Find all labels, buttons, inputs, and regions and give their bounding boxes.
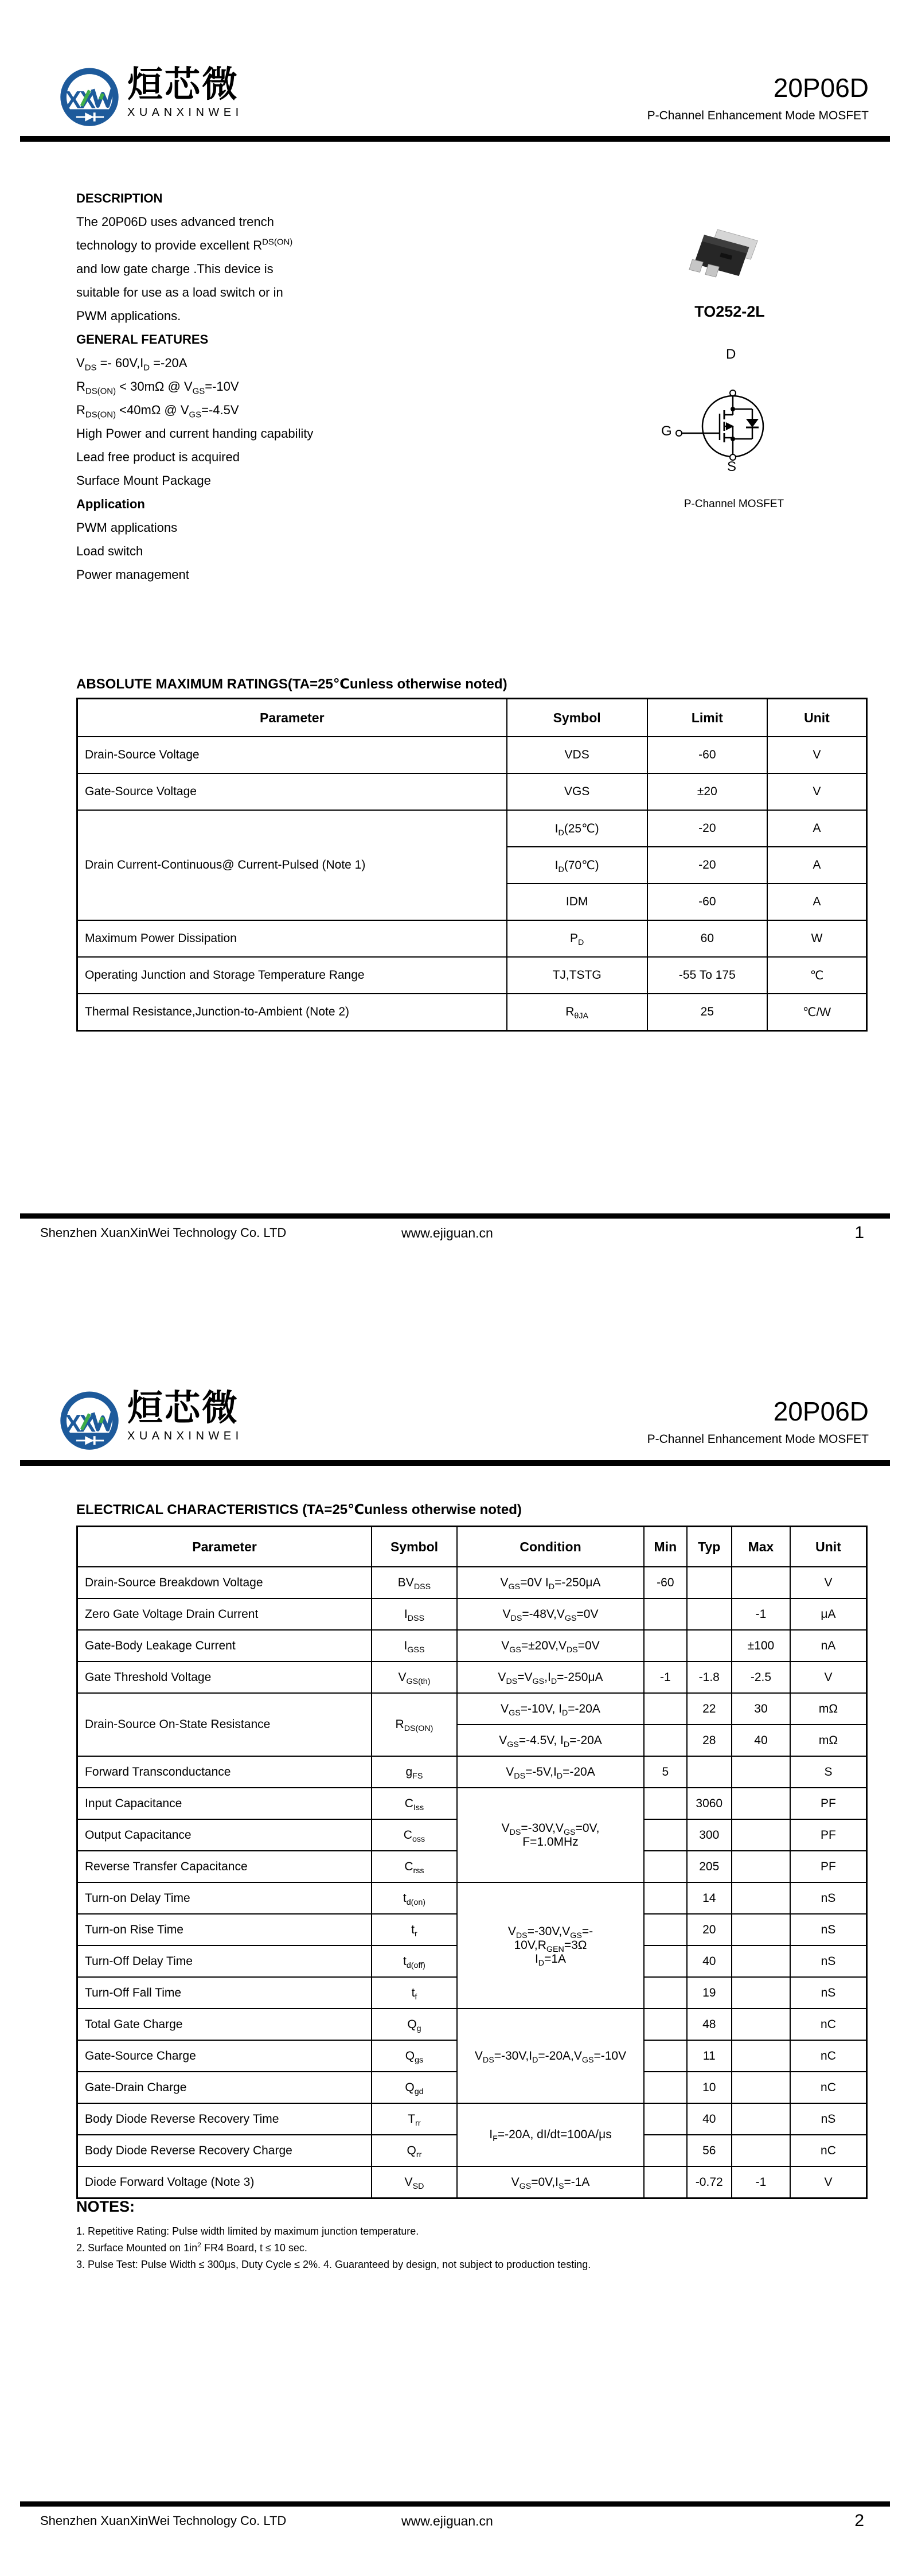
- mosfet-symbol: [665, 370, 803, 496]
- column-header: Unit: [790, 1527, 867, 1567]
- table-cell: $V_{GS}=-10V$, $I_D=-20A$: [457, 1693, 644, 1725]
- logo-chinese-name: 烜芯微: [127, 1388, 240, 1428]
- table-cell: [644, 1819, 686, 1851]
- table-cell: [644, 2009, 686, 2040]
- table-cell: Drain-Source On-State Resistance: [77, 1693, 372, 1756]
- table-cell: mΩ: [790, 1693, 867, 1725]
- table-cell: nS: [790, 1977, 867, 2009]
- table-cell: nC: [790, 2135, 867, 2166]
- page-number: 1: [854, 1223, 864, 1242]
- table-cell: $C_{rss}$: [372, 1851, 457, 1882]
- table-cell: V: [790, 2166, 867, 2198]
- table-cell: 40: [732, 1725, 790, 1756]
- table-cell: $Q_{rr}$: [372, 2135, 457, 2166]
- table-cell: Maximum Power Dissipation: [77, 920, 507, 957]
- table-cell: -2.5: [732, 1661, 790, 1693]
- application-item: Power management: [76, 567, 189, 582]
- table-cell: $t_{d(off)}$: [372, 1945, 457, 1977]
- table-row: [77, 1630, 867, 1661]
- table-cell: [644, 1914, 686, 1945]
- table-cell: $V_{GS}=-4.5V$, $I_D=-20A$: [457, 1725, 644, 1756]
- table-cell: [732, 1882, 790, 1914]
- table-cell: Operating Junction and Storage Temperature Range: [77, 957, 507, 994]
- table-cell: nS: [790, 1882, 867, 1914]
- table-row: [77, 699, 867, 737]
- table-cell: $V_{DS}=-48V,V_{GS}=0V$: [457, 1598, 644, 1630]
- logo-mark-icon: [57, 1390, 122, 1456]
- table-cell: $I_{DSS}$: [372, 1598, 457, 1630]
- table-row: [77, 1661, 867, 1693]
- table-cell: [687, 1567, 732, 1598]
- description-line: The 20P06D uses advanced trench: [76, 215, 274, 229]
- table-cell: Forward Transconductance: [77, 1756, 372, 1788]
- table-cell: $Q_{gs}$: [372, 2040, 457, 2072]
- table-cell: nS: [790, 1914, 867, 1945]
- table-cell: 40: [687, 1945, 732, 1977]
- table-cell: ℃/W: [767, 994, 867, 1031]
- table-cell: -1: [644, 1661, 686, 1693]
- table-cell: Body Diode Reverse Recovery Charge: [77, 2135, 372, 2166]
- package-name: TO252-2L: [694, 303, 765, 320]
- table-cell: PF: [790, 1851, 867, 1882]
- logo-latin-name: XUANXINWEI: [127, 1430, 243, 1442]
- table-cell: [644, 1851, 686, 1882]
- table-cell: 10: [687, 2072, 732, 2103]
- table-cell: [732, 2072, 790, 2103]
- table-cell: [644, 1693, 686, 1725]
- table-cell: -60: [644, 1567, 686, 1598]
- table-cell: [644, 1725, 686, 1756]
- svg-text:X: X: [79, 1410, 96, 1438]
- part-number: 20P06D: [773, 1396, 869, 1426]
- table-cell: A: [767, 810, 867, 847]
- table-cell: 300: [687, 1819, 732, 1851]
- feature-item: $V_{DS} =- 60V,I_D =-20A$: [76, 356, 188, 373]
- table-cell: $t_r$: [372, 1914, 457, 1945]
- table-cell: [732, 1788, 790, 1819]
- table-cell: 5: [644, 1756, 686, 1788]
- table-cell: V: [790, 1661, 867, 1693]
- application-list: [76, 516, 529, 586]
- logo-text-block: [127, 1390, 243, 1443]
- column-header: Symbol: [507, 699, 647, 737]
- table-cell: 48: [687, 2009, 732, 2040]
- table-cell: Turn-on Rise Time: [77, 1914, 372, 1945]
- table-cell: Total Gate Charge: [77, 2009, 372, 2040]
- description-line: and low gate charge .This device is: [76, 262, 274, 276]
- table-cell: Drain-Source Breakdown Voltage: [77, 1567, 372, 1598]
- table-header-row: [77, 699, 867, 737]
- table-cell: V: [767, 773, 867, 810]
- table-row: [77, 737, 867, 773]
- table-cell: Body Diode Reverse Recovery Time: [77, 2103, 372, 2135]
- table-cell: Diode Forward Voltage (Note 3): [77, 2166, 372, 2198]
- table-cell: [644, 1598, 686, 1630]
- svg-text:X: X: [79, 87, 96, 114]
- table-cell: Drain-Source Voltage: [77, 737, 507, 773]
- table-cell: [644, 2040, 686, 2072]
- table-cell: [732, 1851, 790, 1882]
- page-2: [0, 1288, 910, 2576]
- table-cell: $BV_{DSS}$: [372, 1567, 457, 1598]
- electrical-characteristics-table: [76, 1526, 868, 2199]
- table-cell: Zero Gate Voltage Drain Current: [77, 1598, 372, 1630]
- table-header-row: [77, 1527, 867, 1567]
- description-line: suitable for use as a load switch or in: [76, 285, 283, 299]
- table-cell: nC: [790, 2009, 867, 2040]
- company-logo: [57, 1390, 243, 1456]
- table-row: [77, 994, 867, 1031]
- table-row: [77, 810, 867, 847]
- table-cell: [644, 2166, 686, 2198]
- table-cell: $V_{DS}=-30V,I_D=-20A,V_{GS}=-10V$: [457, 2009, 644, 2103]
- table-cell: ℃: [767, 957, 867, 994]
- table-cell: Gate Threshold Voltage: [77, 1661, 372, 1693]
- footer-website: www.ejiguan.cn: [401, 2513, 493, 2528]
- table-cell: [732, 1977, 790, 2009]
- table-row: [77, 957, 867, 994]
- footer-rule: [20, 1213, 890, 1219]
- table-cell: $V_{GS}=0V,I_S=-1A$: [457, 2166, 644, 2198]
- table-cell: $Q_g$: [372, 2009, 457, 2040]
- header-rule: [20, 136, 890, 142]
- table-body: [77, 1567, 867, 2198]
- table-cell: PF: [790, 1788, 867, 1819]
- table-cell: [687, 1630, 732, 1661]
- footer-website: www.ejiguan.cn: [401, 1225, 493, 1240]
- table-cell: -55 To 175: [647, 957, 767, 994]
- table-cell: A: [767, 847, 867, 884]
- table-cell: ±20: [647, 773, 767, 810]
- note-line: 3. Pulse Test: Pulse Width ≤ 300μs, Duty Cycle ≤ 2%. 4. Guaranteed by design, not subject to production testing.: [76, 2259, 591, 2270]
- table-cell: μA: [790, 1598, 867, 1630]
- table-cell: $V_{DS}=-30V,V_{GS}=0V$, F=1.0MHz: [457, 1788, 644, 1882]
- part-subtitle: P-Channel Enhancement Mode MOSFET: [647, 1433, 869, 1446]
- table-cell: V: [767, 737, 867, 773]
- column-header: Limit: [647, 699, 767, 737]
- table-cell: -60: [647, 737, 767, 773]
- table-cell: VGS: [507, 773, 647, 810]
- table-cell: VDS: [507, 737, 647, 773]
- table-cell: Gate-Source Voltage: [77, 773, 507, 810]
- column-header: Max: [732, 1527, 790, 1567]
- table-cell: $t_{d(on)}$: [372, 1882, 457, 1914]
- features-heading: GENERAL FEATURES: [76, 332, 209, 347]
- table-cell: Turn-Off Fall Time: [77, 1977, 372, 2009]
- header-title-block: [647, 1397, 869, 1446]
- footer-company: Shenzhen XuanXinWei Technology Co. LTD: [40, 2513, 287, 2528]
- table-cell: $V_{GS}=\pm 20V,V_{DS}=0V$: [457, 1630, 644, 1661]
- table-row: [77, 1756, 867, 1788]
- table-cell: [644, 1630, 686, 1661]
- pin-label-source: S: [727, 459, 737, 474]
- table-cell: [732, 1567, 790, 1598]
- notes-list: [76, 2223, 822, 2273]
- table-cell: [732, 2135, 790, 2166]
- table-cell: [732, 1756, 790, 1788]
- table-row: [77, 2166, 867, 2198]
- table-cell: [644, 2072, 686, 2103]
- part-subtitle: P-Channel Enhancement Mode MOSFET: [647, 109, 869, 122]
- table-cell: $I_F=-20A$, dI/dt=100A/μs: [457, 2103, 644, 2166]
- table-cell: [687, 1598, 732, 1630]
- table-row: [77, 1567, 867, 1598]
- table-cell: $R_{\theta JA}$: [507, 994, 647, 1031]
- table-cell: -20: [647, 810, 767, 847]
- table-cell: ±100: [732, 1630, 790, 1661]
- table-cell: [732, 2040, 790, 2072]
- feature-item: Surface Mount Package: [76, 473, 211, 488]
- pin-label-drain: D: [726, 347, 736, 362]
- description-lines: [76, 210, 529, 328]
- column-header: Typ: [687, 1527, 732, 1567]
- table-cell: [644, 1882, 686, 1914]
- table-cell: 3060: [687, 1788, 732, 1819]
- logo-mark-icon: [57, 66, 122, 133]
- table-cell: -1: [732, 1598, 790, 1630]
- table-row: [77, 773, 867, 810]
- table-cell: Input Capacitance: [77, 1788, 372, 1819]
- feature-item: Lead free product is acquired: [76, 450, 240, 464]
- table-cell: [644, 1977, 686, 2009]
- table-cell: [687, 1756, 732, 1788]
- table-cell: Turn-Off Delay Time: [77, 1945, 372, 1977]
- table-cell: -60: [647, 884, 767, 920]
- table-cell: TJ,TSTG: [507, 957, 647, 994]
- svg-text:X: X: [65, 87, 81, 114]
- table-cell: 205: [687, 1851, 732, 1882]
- table-cell: $V_{DS}=-30V,V_{GS}=-$ $10V,R_{GEN}=3\Omega$ $I_D=1A$: [457, 1882, 644, 2009]
- table-cell: 19: [687, 1977, 732, 2009]
- table-cell: $T_{rr}$: [372, 2103, 457, 2135]
- table-cell: 28: [687, 1725, 732, 1756]
- left-column: [76, 186, 529, 586]
- application-item: Load switch: [76, 544, 143, 558]
- table-cell: $t_f$: [372, 1977, 457, 2009]
- table-cell: -1.8: [687, 1661, 732, 1693]
- table-cell: 11: [687, 2040, 732, 2072]
- table-cell: $V_{SD}$: [372, 2166, 457, 2198]
- table-body: [77, 737, 867, 1031]
- table-cell: 25: [647, 994, 767, 1031]
- table-cell: Drain Current-Continuous@ Current-Pulsed (Note 1): [77, 810, 507, 920]
- logo-latin-name: XUANXINWEI: [127, 106, 243, 119]
- table-row: [77, 1527, 867, 1567]
- table-cell: [732, 1914, 790, 1945]
- table-cell: [644, 2103, 686, 2135]
- table-cell: $V_{DS}=-5V,I_D=-20A$: [457, 1756, 644, 1788]
- column-header: Parameter: [77, 699, 507, 737]
- table-cell: $P_D$: [507, 920, 647, 957]
- table-cell: [732, 2009, 790, 2040]
- table-cell: A: [767, 884, 867, 920]
- table-cell: -1: [732, 2166, 790, 2198]
- header-rule: [20, 1460, 890, 1466]
- table-cell: 56: [687, 2135, 732, 2166]
- table-cell: $C_{oss}$: [372, 1819, 457, 1851]
- footer-rule: [20, 2501, 890, 2507]
- feature-item: High Power and current handing capability: [76, 426, 314, 441]
- table-cell: nS: [790, 2103, 867, 2135]
- table-cell: [732, 1819, 790, 1851]
- table-row: [77, 1598, 867, 1630]
- table-cell: S: [790, 1756, 867, 1788]
- table-cell: IDM: [507, 884, 647, 920]
- table-cell: $I_D(25℃)$: [507, 810, 647, 847]
- table-row: [77, 1693, 867, 1725]
- table-cell: nC: [790, 2040, 867, 2072]
- table-cell: $V_{DS}=V_{GS},I_D=-250\mu A$: [457, 1661, 644, 1693]
- table-cell: $Q_{gd}$: [372, 2072, 457, 2103]
- notes-heading: NOTES:: [76, 2198, 135, 2215]
- abs-max-title: ABSOLUTE MAXIMUM RATINGS(TA=25℃unless otherwise noted): [76, 676, 507, 692]
- table-cell: -0.72: [687, 2166, 732, 2198]
- table-cell: -20: [647, 847, 767, 884]
- table-cell: $I_D(70℃)$: [507, 847, 647, 884]
- note-line: 1. Repetitive Rating: Pulse width limited by maximum junction temperature.: [76, 2225, 419, 2237]
- mosfet-symbol-caption: P-Channel MOSFET: [684, 498, 784, 510]
- logo-chinese-name: 烜芯微: [127, 65, 240, 104]
- table-cell: nS: [790, 1945, 867, 1977]
- header-title-block: [647, 73, 869, 123]
- table-cell: Gate-Body Leakage Current: [77, 1630, 372, 1661]
- table-cell: [644, 1788, 686, 1819]
- application-heading: Application: [76, 497, 145, 511]
- company-logo: [57, 66, 243, 133]
- description-line: PWM applications.: [76, 309, 181, 323]
- table-cell: [732, 2103, 790, 2135]
- table-cell: [732, 1945, 790, 1977]
- svg-text:X: X: [65, 1410, 81, 1438]
- table-cell: PF: [790, 1819, 867, 1851]
- table-cell: 20: [687, 1914, 732, 1945]
- table-cell: Turn-on Delay Time: [77, 1882, 372, 1914]
- table-cell: W: [767, 920, 867, 957]
- column-header: Unit: [767, 699, 867, 737]
- note-line: 2. Surface Mounted on $1in^2$ FR4 Board, t ≤ 10 sec.: [76, 2241, 307, 2254]
- table-cell: Thermal Resistance,Junction-to-Ambient (Note 2): [77, 994, 507, 1031]
- application-item: PWM applications: [76, 520, 178, 535]
- feature-item: $R_{DS(ON)} < 30m\Omega$ @ $V_{GS}=-10V$: [76, 379, 239, 396]
- table-row: [77, 2009, 867, 2040]
- column-header: Symbol: [372, 1527, 457, 1567]
- description-heading: DESCRIPTION: [76, 191, 163, 205]
- table-cell: $C_{Iss}$: [372, 1788, 457, 1819]
- table-cell: 14: [687, 1882, 732, 1914]
- table-cell: $g_{FS}$: [372, 1756, 457, 1788]
- table-cell: nA: [790, 1630, 867, 1661]
- table-cell: $V_{GS(th)}$: [372, 1661, 457, 1693]
- table-cell: Gate-Source Charge: [77, 2040, 372, 2072]
- table-cell: 22: [687, 1693, 732, 1725]
- table-row: [77, 1788, 867, 1819]
- table-cell: 30: [732, 1693, 790, 1725]
- logo-text-block: [127, 66, 243, 119]
- column-header: Parameter: [77, 1527, 372, 1567]
- table-cell: Gate-Drain Charge: [77, 2072, 372, 2103]
- table-row: [77, 2103, 867, 2135]
- table-cell: 60: [647, 920, 767, 957]
- table-cell: mΩ: [790, 1725, 867, 1756]
- table-cell: 40: [687, 2103, 732, 2135]
- table-cell: Output Capacitance: [77, 1819, 372, 1851]
- table-row: [77, 1882, 867, 1914]
- table-cell: $I_{GSS}$: [372, 1630, 457, 1661]
- description-line: technology to provide excellent $R^{DS(ON)}$: [76, 237, 293, 252]
- footer-company: Shenzhen XuanXinWei Technology Co. LTD: [40, 1225, 287, 1240]
- table-cell: [644, 2135, 686, 2166]
- table-cell: $R_{DS(ON)}$: [372, 1693, 457, 1756]
- table-row: [77, 920, 867, 957]
- column-header: Condition: [457, 1527, 644, 1567]
- table-cell: Reverse Transfer Capacitance: [77, 1851, 372, 1882]
- page-number: 2: [854, 2511, 864, 2530]
- table-cell: $V_{GS}=0V$ $I_D=-250\mu A$: [457, 1567, 644, 1598]
- absolute-maximum-ratings-table: [76, 698, 868, 1032]
- pin-label-gate: G: [661, 423, 672, 439]
- feature-item: $R_{DS(ON)} <40m\Omega$ @ $V_{GS}=-4.5V$: [76, 403, 239, 420]
- feature-list: [76, 351, 529, 492]
- electrical-characteristics-title: ELECTRICAL CHARACTERISTICS (TA=25℃unless otherwise noted): [76, 1502, 522, 1517]
- package-photo: [688, 225, 768, 289]
- table-cell: [644, 1945, 686, 1977]
- table-cell: nC: [790, 2072, 867, 2103]
- part-number: 20P06D: [773, 73, 869, 103]
- column-header: Min: [644, 1527, 686, 1567]
- table-cell: V: [790, 1567, 867, 1598]
